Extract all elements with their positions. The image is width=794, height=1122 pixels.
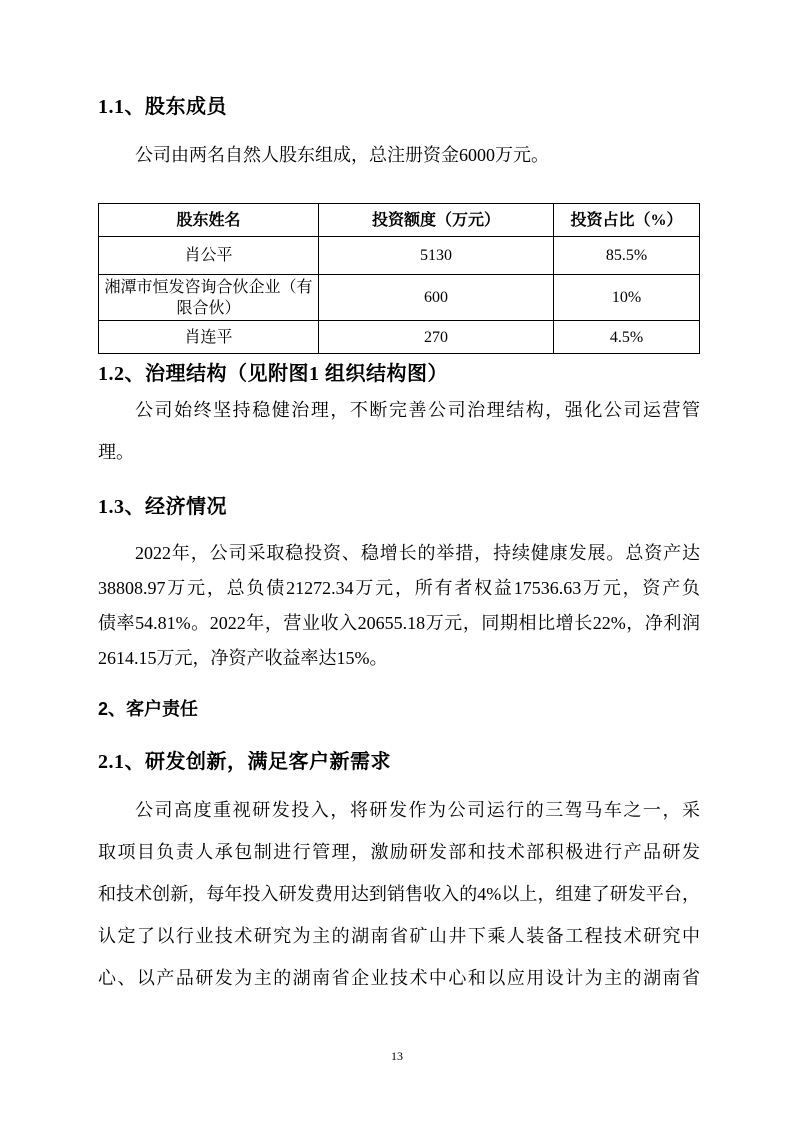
cell-shareholder-name: 湘潭市恒发咨询合伙企业（有限合伙） — [99, 275, 319, 321]
cell-shareholder-name: 肖连平 — [99, 321, 319, 354]
table-header-investment-amount: 投资额度（万元） — [319, 204, 554, 237]
paragraph-line: 公司始终坚持稳健治理，不断完善公司治理结构，强化公司运营管 — [135, 400, 700, 420]
table-row — [99, 275, 700, 321]
heading-section-1-2: 1.2、治理结构（见附图1 组织结构图） — [98, 363, 448, 385]
table-header-investment-share: 投资占比（%） — [554, 204, 700, 237]
paragraph-line: 2022年，公司采取稳投资、稳增长的举措，持续健康发展。总资产达 — [135, 543, 700, 563]
heading-section-1-1: 1.1、股东成员 — [98, 96, 227, 118]
paragraph-line: 公司高度重视研发投入，将研发作为公司运行的三驾马车之一，采 — [135, 800, 700, 820]
heading-section-2-1: 2.1、研发创新，满足客户新需求 — [98, 751, 391, 773]
cell-investment-share: 4.5% — [554, 321, 700, 354]
paragraph-line: 取项目负责人承包制进行管理，激励研发部和技术部积极进行产品研发 — [98, 842, 700, 862]
paragraph-line: 认定了以行业技术研究为主的湖南省矿山井下乘人装备工程技术研究中 — [98, 926, 700, 946]
cell-investment-share: 10% — [554, 275, 700, 321]
paragraph-economics — [98, 536, 700, 676]
paragraph-line: 2614.15万元，净资产收益率达15%。 — [98, 648, 388, 668]
paragraph-line: 心、以产品研发为主的湖南省企业技术中心和以应用设计为主的湖南省 — [98, 968, 700, 988]
cell-shareholder-name: 肖公平 — [99, 237, 319, 275]
table-row — [99, 237, 700, 275]
table-header-shareholder-name: 股东姓名 — [99, 204, 319, 237]
heading-section-1-3: 1.3、经济情况 — [98, 496, 227, 518]
cell-investment-amount: 270 — [319, 321, 554, 354]
paragraph-line: 和技术创新，每年投入研发费用达到销售收入的4%以上，组建了研发平台， — [98, 884, 700, 904]
paragraph-line: 债率54.81%。2022年，营业收入20655.18万元，同期相比增长22%，净利润 — [98, 613, 700, 633]
page-number: 13 — [391, 1049, 403, 1063]
shareholders-table — [98, 203, 700, 354]
paragraph-line: 38808.97万元，总负债21272.34万元，所有者权益17536.63万元，资产负 — [98, 578, 700, 598]
table-header-row — [99, 204, 700, 237]
table-row — [99, 321, 700, 354]
paragraph-governance — [98, 389, 700, 473]
cell-investment-amount: 5130 — [319, 237, 554, 275]
heading-section-2: 2、客户责任 — [98, 699, 199, 719]
paragraph-line: 理。 — [98, 442, 134, 462]
paragraph-rd-innovation — [98, 789, 700, 999]
paragraph-shareholder-intro: 公司由两名自然人股东组成，总注册资金6000万元。 — [135, 145, 549, 165]
cell-investment-share: 85.5% — [554, 237, 700, 275]
cell-investment-amount: 600 — [319, 275, 554, 321]
